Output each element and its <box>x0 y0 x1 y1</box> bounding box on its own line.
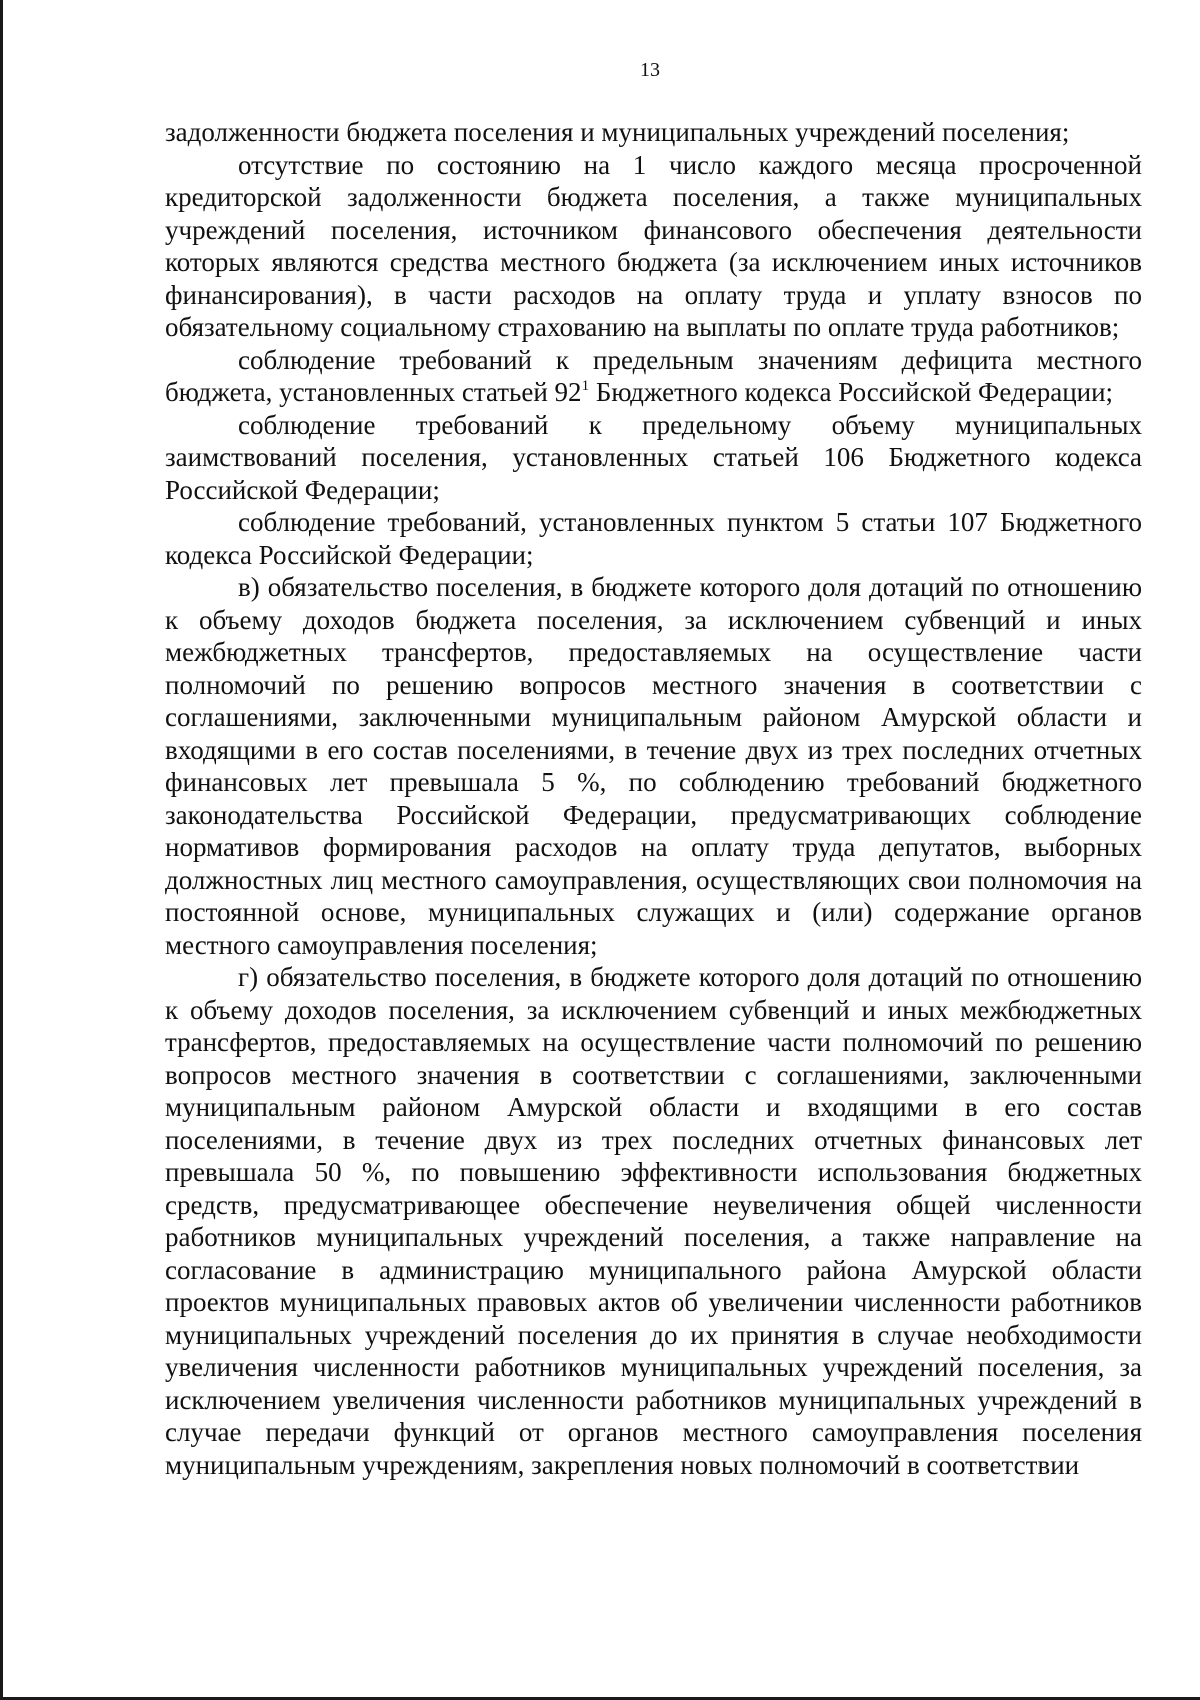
paragraph-item-v: в) обязательство поселения, в бюджете которого доля дотаций по отношению к объему доходов бюджета поселения, за исключением субвенций и иных межбюджетных трансфертов, предоставляемых на осуществление части полномочий по решению вопросов местного значения в соответствии с соглашениями, заключенными муниципальным районом Амурской области и входящими в его состав поселениями, в течение двух из трех последних отчетных финансовых лет превышала 5 %, по соблюдению требований бюджетного законодательства Российской Федерации, предусматривающих соблюдение нормативов формирования расходов на оплату труда депутатов, выборных должностных лиц местного самоуправления, осуществляющих свои полномочия на постоянной основе, муниципальных служащих и (или) содержание органов местного самоуправления поселения; <box>165 572 1142 960</box>
paragraph-deficit-text-after: Бюджетного кодекса Российской Федерации; <box>589 377 1114 407</box>
superscript-article-index: 1 <box>581 378 590 394</box>
paragraph-borrowing-limits: соблюдение требований к предельному объему муниципальных заимствований поселения, установленных статьей 106 Бюджетного кодекса Российской Федерации; <box>165 409 1142 505</box>
document-body <box>165 116 1142 1481</box>
paragraph-article-107: соблюдение требований, установленных пунктом 5 статьи 107 Бюджетного кодекса Российской Федерации; <box>165 507 1142 570</box>
page-number: 13 <box>640 59 660 81</box>
paragraph-deficit-limits <box>165 344 1142 409</box>
paragraph-deficit-text-before: соблюдение требований к предельным значениям дефицита местного бюджета, установленных статьей 92 <box>165 344 1142 407</box>
paragraph-continuation: задолженности бюджета поселения и муниципальных учреждений поселения; <box>165 117 1070 147</box>
paragraph-item-g: г) обязательство поселения, в бюджете которого доля дотаций по отношению к объему доходов поселения, за исключением субвенций и иных межбюджетных трансфертов, предоставляемых на осуществление части полномочий по решению вопросов местного значения в соответствии с соглашениями, заключенными муниципальным районом Амурской области и входящими в его состав поселениями, в течение двух из трех последних отчетных финансовых лет превышала 50 %, по повышению эффективности использования бюджетных средств, предусматривающее обеспечение неувеличения общей численности работников муниципальных учреждений поселения, а также направление на согласование в администрацию муниципального района Амурской области проектов муниципальных правовых актов об увеличении численности работников муниципальных учреждений поселения до их принятия в случае необходимости увеличения численности работников муниципальных учреждений поселения, за исключением увеличения численности работников муниципальных учреждений в случае передачи функций от органов местного самоуправления поселения муниципальным учреждениям, закрепления новых полномочий в соответствии <box>165 962 1142 1480</box>
paragraph-overdue-debt: отсутствие по состоянию на 1 число каждого месяца просроченной кредиторской задолженности бюджета поселения, а также муниципальных учреждений поселения, источником финансового обеспечения деятельности которых являются средства местного бюджета (за исключением иных источников финансирования), в части расходов на оплату труда и уплату взносов по обязательному социальному страхованию на выплаты по оплате труда работников; <box>165 149 1142 342</box>
scan-edge-left <box>0 0 3 1700</box>
